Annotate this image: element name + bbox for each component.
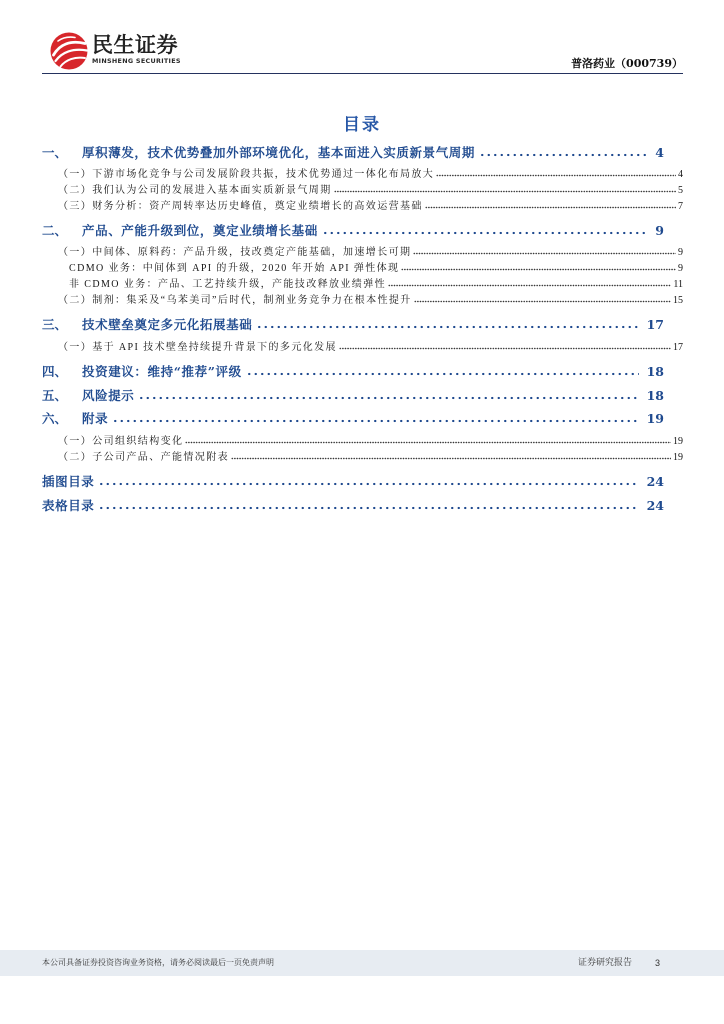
footer-doc-type: 证券研究报告: [578, 958, 633, 968]
section-title: 技术壁垒奠定多元化拓展基础: [82, 317, 253, 332]
header-divider: [42, 73, 683, 74]
dot-leader: [185, 441, 671, 444]
subsection-title: （一）公司组织结构变化: [58, 436, 184, 447]
page-number: 5: [678, 185, 683, 196]
page-number: 24: [646, 474, 664, 489]
dot-leader: [112, 419, 638, 423]
toc-subsection-2-2[interactable]: [58, 294, 683, 307]
dot-leader: [436, 174, 676, 177]
page-number: 19: [673, 452, 683, 463]
dot-leader: [322, 231, 647, 235]
subsection-title: （二）子公司产品、产能情况附表: [58, 452, 229, 463]
page-number: 4: [655, 145, 664, 160]
dot-leader: [413, 252, 676, 255]
dot-leader: [138, 396, 638, 400]
dot-leader: [425, 206, 676, 209]
dot-leader: [339, 347, 671, 350]
dot-leader: [256, 325, 638, 329]
page-number: 18: [646, 364, 664, 379]
dot-leader: [479, 153, 647, 157]
section-number: 六、: [42, 411, 68, 426]
subsection-title: （一）基于 API 技术壁垒持续提升背景下的多元化发展: [58, 342, 337, 353]
toc-section-3[interactable]: [42, 317, 664, 333]
toc-section-5[interactable]: [42, 388, 664, 404]
page-number: 9: [678, 263, 683, 274]
toc-subsection-6-2[interactable]: [58, 451, 683, 464]
section-number: 五、: [42, 388, 68, 403]
section-number: 一、: [42, 145, 68, 160]
subsection-title: （三）财务分析：资产周转率达历史峰值，奠定业绩增长的高效运营基础: [58, 201, 423, 212]
subsection-title: （一）中间体、原料药：产品升级，技改奠定产能基础，加速增长可期: [58, 247, 412, 258]
subsection-title: （二）制剂：集采及“乌苯美司”后时代，制剂业务竞争力在根本性提升: [58, 295, 412, 306]
toc-subsection-2-1-a[interactable]: [69, 262, 683, 275]
subsection-title: （一）下游市场化竞争与公司发展阶段共振，技术优势通过一体化布局放大: [58, 169, 435, 180]
page-title: 目录: [343, 115, 381, 135]
toc-section-1[interactable]: [42, 145, 664, 161]
dot-leader: [334, 190, 676, 193]
toc-section-2[interactable]: [42, 223, 664, 239]
figure-index-title: 插图目录: [42, 474, 95, 489]
section-number: 三、: [42, 317, 68, 332]
section-title: 投资建议：维持“推荐”评级: [82, 364, 242, 379]
toc-subsection-3-1[interactable]: [58, 341, 683, 354]
section-title: 厚积薄发，技术优势叠加外部环境优化，基本面进入实质新景气周期: [82, 145, 476, 160]
company-ticker: 普洛药业（000739）: [571, 57, 683, 70]
toc-subsection-1-1[interactable]: [58, 168, 683, 181]
brand-name-cn: 民生证券: [92, 33, 178, 57]
footer-page-number: 3: [655, 958, 661, 968]
footer-disclaimer: 本公司具备证券投资咨询业务资格，请务必阅读最后一页免责声明: [42, 958, 274, 967]
page-number: 4: [678, 169, 683, 180]
toc-subsection-6-1[interactable]: [58, 435, 683, 448]
page-number: 9: [655, 223, 664, 238]
brand-name-en: MINSHENG SECURITIES: [92, 57, 181, 65]
dot-leader: [231, 457, 671, 460]
page-number: 11: [673, 279, 683, 290]
toc-subsection-2-1[interactable]: [58, 246, 683, 259]
page-number: 19: [673, 436, 683, 447]
section-number: 二、: [42, 223, 68, 238]
section-title: 产品、产能升级到位，奠定业绩增长基础: [82, 223, 318, 238]
dot-leader: [98, 482, 638, 486]
page-number: 19: [646, 411, 664, 426]
subsection-title: CDMO 业务：中间体到 API 的升级，2020 年开始 API 弹性体现: [69, 263, 400, 274]
page-number: 18: [646, 388, 664, 403]
page-number: 15: [673, 295, 683, 306]
toc-subsection-1-2[interactable]: [58, 184, 683, 197]
subsection-title: 非 CDMO 业务：产品、工艺持续升级，产能技改释放业绩弹性: [69, 279, 387, 290]
page-number: 24: [646, 498, 664, 513]
toc-subsection-2-1-b[interactable]: [69, 278, 683, 291]
toc-figure-index[interactable]: [42, 474, 664, 490]
dot-leader: [388, 284, 671, 287]
minsheng-logo-icon: [49, 31, 89, 71]
section-number: 四、: [42, 364, 68, 379]
section-title: 风险提示: [82, 388, 135, 403]
section-title: 附录: [82, 411, 109, 426]
toc-subsection-1-3[interactable]: [58, 200, 683, 213]
page-number: 7: [678, 201, 683, 212]
subsection-title: （二）我们认为公司的发展进入基本面实质新景气周期: [58, 185, 332, 196]
page-number: 17: [673, 342, 683, 353]
toc-section-4[interactable]: [42, 364, 664, 380]
dot-leader: [98, 506, 638, 510]
toc-section-6[interactable]: [42, 411, 664, 427]
dot-leader: [401, 268, 676, 271]
dot-leader: [414, 300, 671, 303]
toc-table-index[interactable]: [42, 498, 664, 514]
dot-leader: [246, 372, 639, 376]
table-index-title: 表格目录: [42, 498, 95, 513]
page-number: 9: [678, 247, 683, 258]
page-number: 17: [646, 317, 664, 332]
